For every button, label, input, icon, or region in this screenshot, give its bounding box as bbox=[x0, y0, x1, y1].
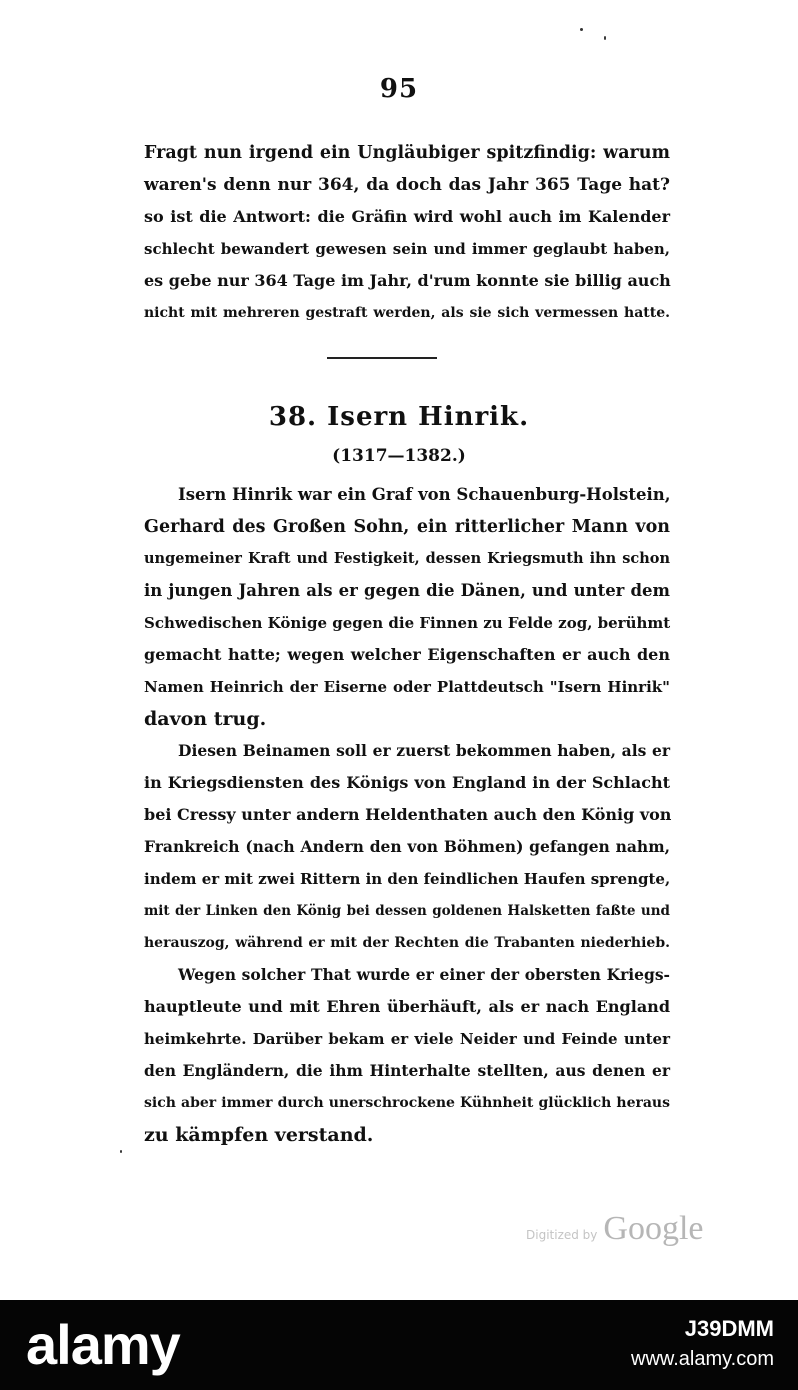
section-dates: (1317—1382.) bbox=[332, 446, 466, 466]
image-id: J39DMM bbox=[684, 1316, 774, 1341]
watermark-prefix: Digitized by bbox=[526, 1228, 598, 1242]
paragraph1-line-4: schlecht bewandert gewesen sein und immer geglaubt haben, bbox=[144, 240, 670, 258]
alamy-logo: alamy bbox=[26, 1313, 180, 1376]
paragraph3-line-1: Diesen Beinamen soll er zuerst bekommen haben, als er bbox=[178, 741, 670, 760]
paragraph3-line-6: mit der Linken den König bei dessen goldenen Halsketten faßte und bbox=[144, 903, 670, 919]
paragraph3-line-2: in Kriegsdiensten des Königs von England in der Schlacht bbox=[144, 773, 670, 792]
paragraph1-line-3: so ist die Antwort: die Gräfin wird wohl auch im Kalender bbox=[144, 207, 670, 226]
paragraph4-line-5: sich aber immer durch unerschrockene Kühnheit glücklich heraus bbox=[144, 1095, 670, 1111]
scan-speck bbox=[580, 28, 583, 31]
paragraph2-line-5: Schwedischen Könige gegen die Finnen zu Felde zog, berühmt bbox=[144, 614, 671, 632]
digitized-by-google-watermark bbox=[526, 1210, 704, 1246]
paragraph3-line-7: herauszog, während er mit der Rechten die Trabanten niederhieb. bbox=[144, 935, 670, 951]
paragraph2-line-3: ungemeiner Kraft und Festigkeit, dessen Kriegsmuth ihn schon bbox=[144, 550, 670, 567]
section-divider bbox=[327, 357, 437, 359]
section-title: 38. Isern Hinrik. bbox=[268, 402, 530, 432]
paragraph3-line-4: Frankreich (nach Andern den von Böhmen) gefangen nahm, bbox=[144, 837, 670, 856]
scan-speck bbox=[604, 36, 606, 40]
google-logo: Google bbox=[603, 1210, 704, 1247]
paragraph1-line-2: waren's denn nur 364, da doch das Jahr 365 Tage hat? bbox=[144, 175, 670, 195]
paragraph3-line-5: indem er mit zwei Rittern in den feindlichen Haufen sprengte, bbox=[144, 870, 671, 888]
page-number: 95 bbox=[379, 74, 419, 104]
paragraph4-line-1: Wegen solcher That wurde er einer der obersten Kriegs- bbox=[178, 965, 670, 984]
paragraph2-line-1: Isern Hinrik war ein Graf von Schauenburg-Holstein, bbox=[178, 485, 671, 504]
paragraph4-line-2: hauptleute und mit Ehren überhäuft, als er nach England bbox=[144, 997, 670, 1016]
paragraph1-line-1: Fragt nun irgend ein Ungläubiger spitzfindig: warum bbox=[144, 143, 670, 163]
scan-speck bbox=[120, 1150, 122, 1153]
stock-banner bbox=[0, 1300, 798, 1390]
paragraph1-line-5: es gebe nur 364 Tage im Jahr, d'rum konnte sie billig auch bbox=[144, 271, 671, 290]
paragraph4-line-6: zu kämpfen verstand. bbox=[144, 1124, 374, 1146]
stock-url: www.alamy.com bbox=[631, 1348, 774, 1370]
paragraph2-line-4: in jungen Jahren als er gegen die Dänen, und unter dem bbox=[144, 581, 670, 600]
paragraph2-line-8: davon trug. bbox=[144, 708, 267, 730]
paragraph4-line-4: den Engländern, die ihm Hinterhalte stellten, aus denen er bbox=[144, 1061, 670, 1080]
paragraph1-line-6: nicht mit mehreren gestraft werden, als sie sich vermessen hatte. bbox=[144, 305, 670, 321]
paragraph2-line-7: Namen Heinrich der Eiserne oder Plattdeutsch "Isern Hinrik" bbox=[144, 678, 670, 696]
paragraph3-line-3: bei Cressy unter andern Heldenthaten auch den König von bbox=[144, 805, 672, 824]
paragraph4-line-3: heimkehrte. Darüber bekam er viele Neider und Feinde unter bbox=[144, 1030, 670, 1048]
paragraph2-line-6: gemacht hatte; wegen welcher Eigenschaften er auch den bbox=[144, 645, 670, 664]
paragraph2-line-2: Gerhard des Großen Sohn, ein ritterlicher Mann von bbox=[144, 517, 670, 537]
